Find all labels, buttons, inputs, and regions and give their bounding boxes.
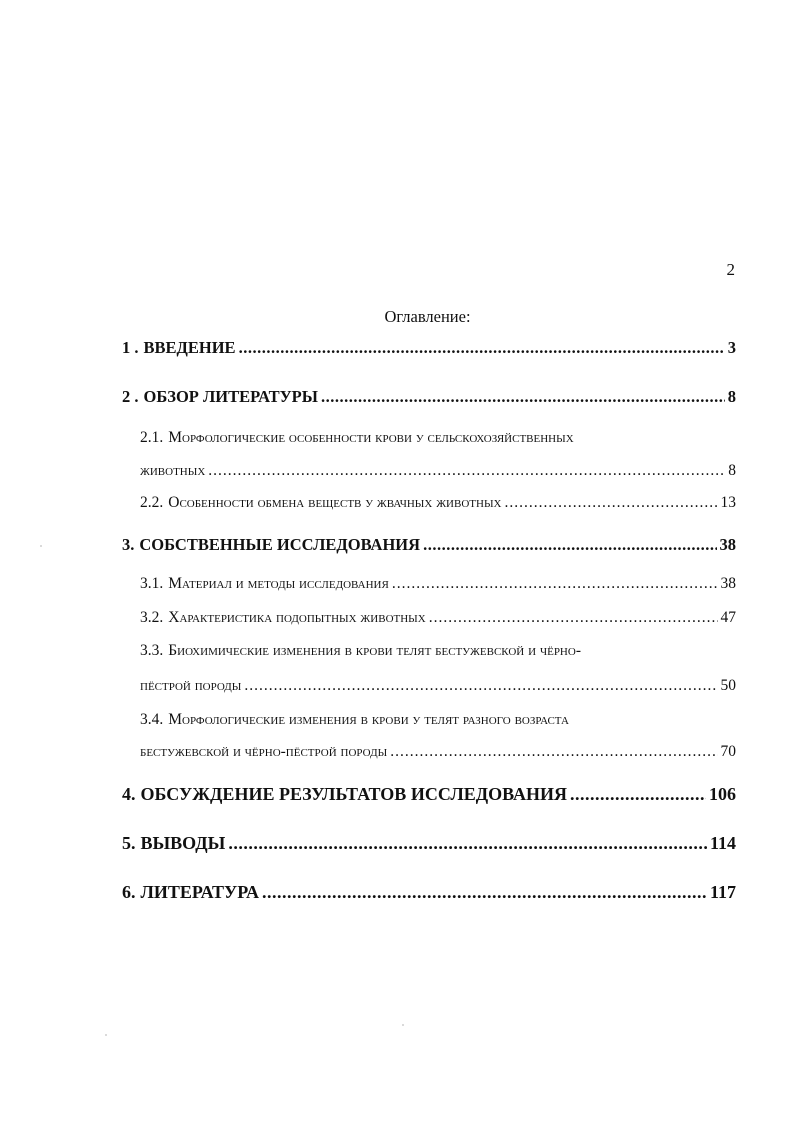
toc-subentry-number: 3.3. <box>140 642 164 659</box>
toc-subentry-page: 70 <box>720 743 736 760</box>
toc-entry-title: ОБСУЖДЕНИЕ РЕЗУЛЬТАТОВ ИССЛЕДОВАНИЯ <box>140 784 568 804</box>
dot-leader <box>208 462 725 480</box>
dot-leader <box>423 535 716 555</box>
toc-entry-number: 4. <box>122 784 136 804</box>
toc-subentry-title: Характеристика подопытных животных <box>168 609 426 626</box>
toc-subentry-3-2[interactable] <box>140 609 736 627</box>
toc-entry-page: 117 <box>709 882 736 902</box>
dot-leader <box>392 575 718 593</box>
toc-entry-title: ЛИТЕРАТУРА <box>140 882 259 902</box>
dot-leader <box>262 882 707 903</box>
toc-subentry-number: 3.1. <box>140 575 164 592</box>
toc-entry-bibliography[interactable] <box>122 882 736 903</box>
toc-subentry-number: 2.2. <box>140 494 164 511</box>
toc-entry-literature-review[interactable] <box>122 387 736 407</box>
toc-subentry-2-2[interactable] <box>140 494 736 512</box>
toc-entry-number: 5. <box>122 833 136 853</box>
page-number: 2 <box>726 260 735 279</box>
toc-subentry-title-continued: бестужевской и чёрно-пёстрой породы <box>140 743 388 760</box>
toc-entry-page: 3 <box>727 338 736 357</box>
toc-subentry-number: 3.2. <box>140 609 164 626</box>
toc-entry-title: ОБЗОР ЛИТЕРАТУРЫ <box>143 387 318 406</box>
toc-subentry-title: Морфологические изменения в крови у телят разного возраста <box>168 711 569 728</box>
toc-subentry-title: Морфологические особенности крови у сельскохозяйственных <box>168 429 574 446</box>
toc-subentry-2-1-line1[interactable] <box>140 429 736 447</box>
toc-subentry-page: 38 <box>720 575 736 592</box>
toc-entry-page: 8 <box>727 387 736 406</box>
toc-subentry-title: Материал и методы исследования <box>168 575 389 592</box>
toc-entry-conclusions[interactable] <box>122 833 736 854</box>
dot-leader <box>390 743 717 761</box>
toc-subentry-page: 47 <box>720 609 736 626</box>
toc-entry-title: ВЫВОДЫ <box>140 833 226 853</box>
toc-title: Оглавление: <box>384 307 471 326</box>
toc-subentry-3-4-line2[interactable] <box>140 743 736 761</box>
toc-subentry-2-1-line2[interactable] <box>140 462 736 480</box>
toc-subentry-title-continued: животных <box>140 462 206 479</box>
dot-leader <box>244 677 717 695</box>
toc-entry-number: 6. <box>122 882 136 902</box>
dot-leader <box>321 387 725 407</box>
toc-entry-number: 3. <box>122 535 135 554</box>
toc-entry-number: 2 . <box>122 387 139 406</box>
scan-speck <box>40 545 42 547</box>
toc-subentry-3-3-line1[interactable] <box>140 642 736 660</box>
toc-entry-number: 1 . <box>122 338 139 357</box>
toc-subentry-page: 8 <box>728 462 736 479</box>
dot-leader <box>429 609 718 627</box>
toc-entry-title: СОБСТВЕННЫЕ ИССЛЕДОВАНИЯ <box>139 535 421 554</box>
dot-leader <box>239 338 725 358</box>
toc-entry-page: 114 <box>709 833 736 853</box>
toc-subentry-title-continued: пёстрой породы <box>140 677 242 694</box>
toc-entry-introduction[interactable] <box>122 338 736 358</box>
dot-leader <box>505 494 718 512</box>
toc-subentry-page: 50 <box>720 677 736 694</box>
toc-entry-page: 38 <box>719 535 736 554</box>
toc-entry-own-research[interactable] <box>122 535 736 555</box>
toc-subentry-title: Биохимические изменения в крови телят бестужевской и чёрно- <box>168 642 581 659</box>
toc-subentry-number: 3.4. <box>140 711 164 728</box>
toc-entry-discussion[interactable] <box>122 784 736 805</box>
scan-speck <box>105 1034 107 1036</box>
toc-subentry-number: 2.1. <box>140 429 164 446</box>
toc-subentry-3-1[interactable] <box>140 575 736 593</box>
toc-entry-page: 106 <box>709 784 736 804</box>
toc-subentry-3-3-line2[interactable] <box>140 677 736 695</box>
dot-leader <box>570 784 706 805</box>
toc-subentry-page: 13 <box>720 494 736 511</box>
dot-leader <box>228 833 707 854</box>
toc-subentry-title: Особенности обмена веществ у жвачных животных <box>168 494 502 511</box>
toc-entry-title: ВВЕДЕНИЕ <box>143 338 236 357</box>
toc-subentry-3-4-line1[interactable] <box>140 711 736 729</box>
scan-speck <box>402 1024 404 1026</box>
